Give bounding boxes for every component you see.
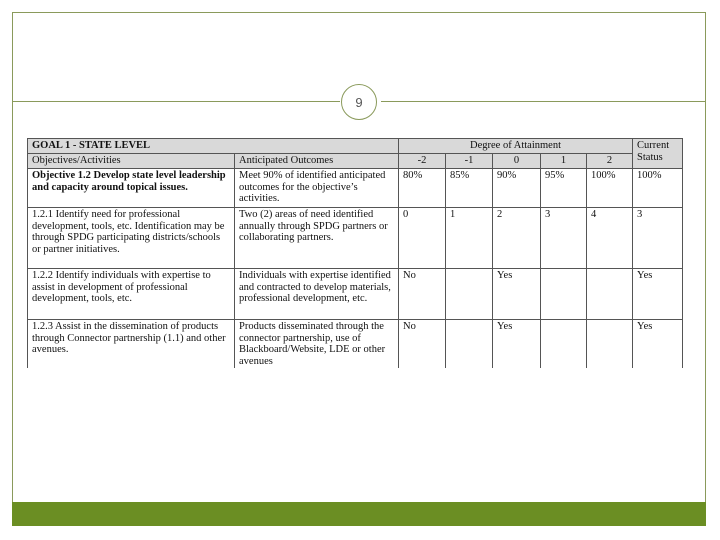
table-row: [28, 320, 683, 369]
outcome-cell: Two (2) areas of need identified annually through SPDG partners or collaborating partners.: [235, 208, 399, 269]
table-row: [28, 269, 683, 320]
value-cell: [587, 269, 633, 320]
value-cell: 2: [493, 208, 541, 269]
value-cell: [446, 269, 493, 320]
header-row-1: [28, 139, 683, 154]
table-row: [28, 208, 683, 269]
value-cell: 90%: [493, 169, 541, 208]
value-cell: 1: [446, 208, 493, 269]
goal-title: GOAL 1 - STATE LEVEL: [28, 139, 399, 154]
objective-cell: Objective 1.2 Develop state level leadership and capacity around topical issues.: [28, 169, 235, 208]
status-cell: 100%: [633, 169, 683, 208]
value-cell: No: [399, 269, 446, 320]
table-row: [28, 169, 683, 208]
value-cell: 3: [541, 208, 587, 269]
level-header: 0: [493, 154, 541, 169]
value-cell: 85%: [446, 169, 493, 208]
page-number: 9: [355, 94, 363, 110]
objective-cell: 1.2.2 Identify individuals with expertise to assist in development of professional development, tools, etc.: [28, 269, 235, 320]
header-row-2: [28, 154, 683, 169]
title-rule-left: [12, 101, 340, 102]
value-cell: 4: [587, 208, 633, 269]
current-status-header: Current Status: [633, 139, 683, 169]
value-cell: 95%: [541, 169, 587, 208]
footer-bar: [12, 502, 706, 526]
level-header: 1: [541, 154, 587, 169]
status-cell: Yes: [633, 320, 683, 369]
value-cell: 80%: [399, 169, 446, 208]
value-cell: Yes: [493, 269, 541, 320]
status-cell: 3: [633, 208, 683, 269]
degree-header: Degree of Attainment: [399, 139, 633, 154]
outcome-cell: Meet 90% of identified anticipated outcomes for the objective’s activities.: [235, 169, 399, 208]
level-header: -1: [446, 154, 493, 169]
objectives-header: Objectives/Activities: [28, 154, 235, 169]
level-header: 2: [587, 154, 633, 169]
objective-cell: 1.2.3 Assist in the dissemination of products through Connector partnership (1.1) and other avenues.: [28, 320, 235, 369]
value-cell: 0: [399, 208, 446, 269]
title-rule-right: [381, 101, 706, 102]
goal-table: [27, 138, 683, 368]
value-cell: [541, 320, 587, 369]
level-header: -2: [399, 154, 446, 169]
status-cell: Yes: [633, 269, 683, 320]
outcome-cell: Products disseminated through the connector partnership, use of Blackboard/Website, LDE or other avenues: [235, 320, 399, 369]
value-cell: [587, 320, 633, 369]
value-cell: No: [399, 320, 446, 369]
page-number-badge: [341, 84, 377, 120]
value-cell: [541, 269, 587, 320]
outcomes-header: Anticipated Outcomes: [235, 154, 399, 169]
outcome-cell: Individuals with expertise identified and contracted to develop materials, professional development, etc.: [235, 269, 399, 320]
value-cell: [446, 320, 493, 369]
value-cell: 100%: [587, 169, 633, 208]
objective-cell: 1.2.1 Identify need for professional development, tools, etc. Identification may be through SPDG participating districts/schools or partner initiatives.: [28, 208, 235, 269]
value-cell: Yes: [493, 320, 541, 369]
